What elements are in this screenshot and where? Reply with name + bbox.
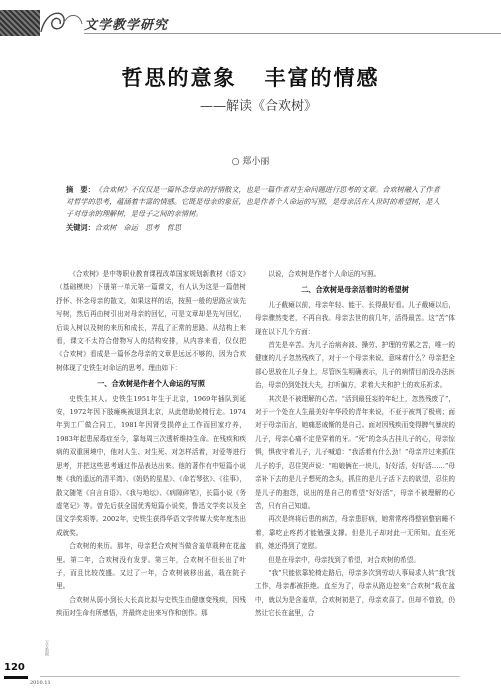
body-paragraph: “我”只能依靠轮椅走路后，母亲多次到劳动人事局求人转“我”找工作，母亲都被拒绝。直至为了，母亲从路边挖来“合欢树”栽在盆中，就以为是含羞草，合欢树初是了，母亲欢喜了。但却不曾放，仍然让它长在盆里，合 (255, 568, 455, 618)
abstract (66, 184, 444, 220)
keywords (66, 223, 444, 233)
body-paragraph: 合欢树从弱小到长大长高比拟与史铁生由健康变残疾，因残疾而对生命有所感悟，并最终走出来写作和创作。那 (56, 595, 246, 618)
left-column (56, 268, 246, 621)
body-paragraph: 再次是终将后患的病苦，母亲患肝病，她常常疼得整宿整宿睡不着，靠吃止疼药才能勉强支撑。但是儿子却对此一无所知。直至死前，她还得到了宽慰。 (255, 515, 455, 551)
body-paragraph: 《合欢树》是中等职业教育课程改革国家规划新教材《语文》（基础模块）下册第一单元第一篇课文，有人认为这是一篇借树抒怀、怀念母亲的散文，如果这样的话，按照一般的思路应该先写树，然后再由树引出对母亲的回忆，可是文章却是先写回忆，后谈入树以及树的来历和成长，弄乱了正常的思路。从结构上来看，课文不太符合借物写人的结构安排，从内容来看，仅仅把《合欢树》看成是一篇怀念母亲的文章是远远不够的，因为合欢树体现了史铁生对命运的思考。理由如下： (56, 270, 246, 372)
page-number (4, 662, 30, 676)
decorative-swirl-icon (36, 4, 86, 38)
article-title-part1: 哲思的意象 (121, 66, 237, 90)
right-column (255, 268, 455, 621)
article-subtitle: ——解读《合欢树》 (200, 99, 318, 114)
body-paragraph: 儿子截瘫以前，母亲年轻、能干、长得最好看。儿子截瘫以后，母亲骤然变老，不再自我。母亲去世的前几年，活得最苦。这“苦”体现在以下几个方面： (255, 300, 455, 336)
page-number-text: 120 (4, 662, 25, 673)
journal-title: 文学教学研究 (84, 18, 169, 33)
header-pattern-block (0, 10, 40, 36)
footer-rule (40, 676, 460, 677)
body-paragraph: 首先是辛苦。为儿子治病奔波、操劳、护理的劳累之苦，唯一的健康的儿子忽然残疾了，对于一个母亲来说，意味着什么？母亲把全部心思放在儿子身上，尽管医生明确表示，儿子的病情目前没办法医治，母亲仍到处找大夫，打听偏方，求着大夫和护士的欢乐祈求。 (255, 341, 455, 390)
body-paragraph: 其次是不被理解的心苦。“活到最狂妄的年纪上，忽然残废了”，对于一个处在人生最美好年华段的青年来说，不亚于被判了极刑；面对于母亲而言，她痛恶戚惭的是自己。面对因残疾而变得脾气暴戾的儿子，母亲心痛不定是穿着的牙。“死”的念头古挂儿子的心，母亲惊惧，惧夜守着儿子，儿子喊道：“我活着有什么劲！”母亲并过来抓住儿子的手，忍住哭声说：“咱娘俩在一块儿，好好活，好好活……”母亲补下去的是儿子想死的念头，抓住的是儿子活下去的欲望，忍住的是儿子的抱怨，说出的是自己的希望“好好活”，母亲不被理解的心苦，只有自己知道。 (255, 394, 455, 510)
journal-header (0, 0, 501, 40)
body-paragraph: 以说，合欢树是作者个人命运的写照。 (268, 270, 381, 278)
author-name: ○ 郑小丽 (231, 157, 270, 167)
abstract-text: 《合欢树》不仅仅是一篇怀念母亲的抒情散文，也是一篇作者对生命问题进行思考的文章。合欢树融入了作者对哲学的思考，蕴涵着丰富的情感。它既是母亲的象征，也是作者个人命运的写照，是母亲活在人世时的希望树，是人子对母亲的理解树，是母子之间的亲情树。 (66, 185, 440, 218)
abstract-label: 摘 要： (66, 185, 95, 194)
body-paragraph: 合欢树的来历。那年，母亲把合欢树当做含羞草栽种在花盆里。第二年，合欢树没有发芽。第三年，合欢树不但长出了叶子，而且比较茂盛。又过了一年，合欢树被移出盆，栽在院子里。 (56, 542, 246, 591)
body-paragraph: 但是在母亲中，母亲找到了希望，对合欢树的希望。 (268, 555, 420, 564)
body-paragraph: 史铁生其人。史铁生1951年生于北京，1969年插队到延安，1972年因下肢瘫痪被退到北京，从此借助轮椅行走。1974年到工厂做合同工，1981年因肾受损停止工作而回家疗养，1983年起患尿毒症至今，靠每周三次透析维持生命。在残疾和疾病的双重困境中，他对人生、对生死、对怎样活着，对爱等进行思考，并把这些思考通过作品表达出来。他的著作有中短篇小说集《我的遥远的清平湾》、《奶奶的星星》、《命若琴弦》、《往事》，散文随笔《自言自语》、《我与地坛》、《病隙碎笔》，长篇小说《务虚笔记》等。曾先后获全国优秀短篇小说奖，鲁迅文学奖以及全国文学奖项等。2002年，史铁生获得华语文学传媒大奖年度杰出成就奖。 (56, 394, 246, 537)
keywords-text: 合欢树 命运 思考 哲思 (94, 223, 182, 232)
side-stamp: 万方数据 (45, 640, 50, 656)
header-rule (84, 33, 501, 34)
section-heading-2: 二、合欢树是母亲活着时的希望树 (301, 285, 409, 295)
issue-date: 2010.11 (30, 680, 51, 686)
page-number-bar (4, 676, 28, 679)
section-heading-1: 一、合欢树是作者个人命运的写照 (97, 379, 205, 389)
article-title (0, 62, 501, 92)
article-title-part2: 丰富的情感 (264, 66, 380, 90)
keywords-label: 关键词： (66, 223, 95, 232)
